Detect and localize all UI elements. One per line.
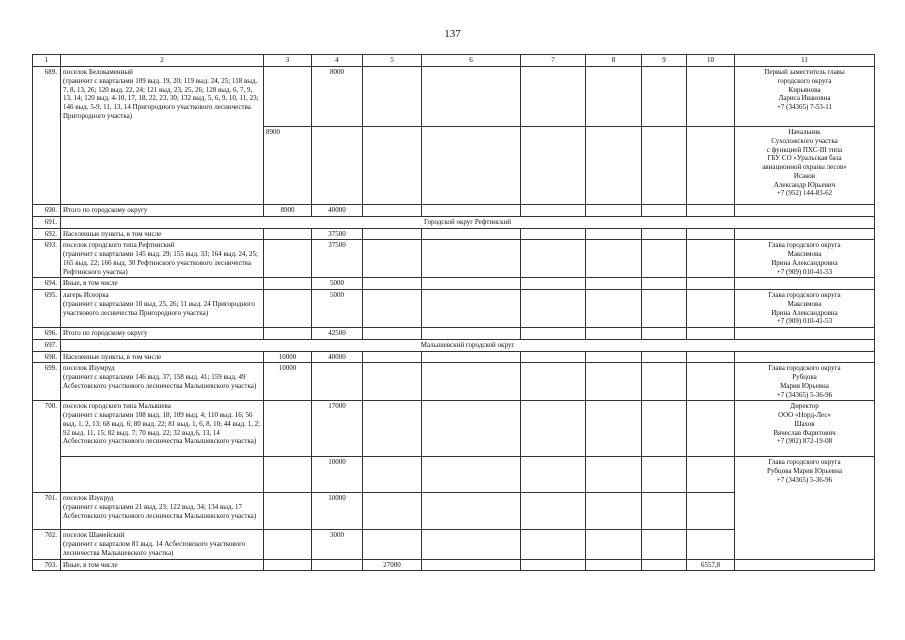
header-cell: 11 <box>735 55 875 67</box>
row-number: 698. <box>33 351 61 363</box>
row-number: 696. <box>33 328 61 340</box>
row-number: 694. <box>33 278 61 290</box>
header-cell: 9 <box>642 55 687 67</box>
area-value: 8900 <box>264 205 312 217</box>
row-number: 691. <box>33 216 61 228</box>
header-cell: 1 <box>33 55 61 67</box>
table-row <box>33 339 875 351</box>
settlement-name: Итого по городскому округу <box>61 328 264 340</box>
settlement-name: поселок Изумруд (граничит с кварталами 146 выд. 37; 158 выд. 41; 159 выд. 49 Асбестовского участкового лесничества Малышевского участка) <box>61 363 264 401</box>
forest-fire-table <box>32 54 875 571</box>
table-row <box>33 351 875 363</box>
header-cell: 8 <box>586 55 642 67</box>
settlement-name: Населенные пункты, в том числе <box>61 228 264 240</box>
row-number: 692. <box>33 228 61 240</box>
table-row <box>33 228 875 240</box>
area-value: 8000 <box>312 67 363 127</box>
settlement-name: поселок городского типа Рефтинский (граничит с кварталами 145 выд. 29; 155 выд. 33; 164 выд. 24, 25; 165 выд. 22; 166 выд. 30 Рефтинского участкового лесничества Рефтинского участка) <box>61 240 264 278</box>
area-value: 42500 <box>312 328 363 340</box>
table-row <box>33 401 875 457</box>
responsible-person: Глава городского округа Рубцова Мария Юрьевна +7 (34365) 5-36-96 <box>735 457 875 559</box>
settlement-name: Итого по городскому округу <box>61 205 264 217</box>
settlement-name: лагерь Исеорка (граничит с кварталами 10 выд. 25, 26; 11 выд. 24 Пригородного участкового лесничества Пригородного участка) <box>61 290 264 328</box>
header-cell: 7 <box>521 55 586 67</box>
responsible-person: Глава городского округа Рубцова Мария Юрьевна +7 (34365) 5-36-96 <box>735 363 875 401</box>
area-value: 3000 <box>312 530 363 559</box>
row-number: 693. <box>33 240 61 278</box>
area-value: 17000 <box>312 401 363 457</box>
row-number: 690. <box>33 205 61 217</box>
table-row <box>33 240 875 278</box>
table-row <box>33 278 875 290</box>
header-cell: 3 <box>264 55 312 67</box>
area-value: 37500 <box>312 240 363 278</box>
header-cell: 2 <box>61 55 264 67</box>
table-row <box>33 559 875 571</box>
settlement-name: Населенные пункты, в том числе <box>61 351 264 363</box>
table-row <box>33 457 875 493</box>
area-value: 10000 <box>312 493 363 530</box>
row-number: 701. <box>33 493 61 530</box>
header-row <box>33 55 875 67</box>
table-row <box>33 216 875 228</box>
table-row <box>33 67 875 127</box>
row-number: 695. <box>33 290 61 328</box>
area-value: 5000 <box>312 278 363 290</box>
settlement-name: поселок Шамейский (граничит с кварталом 81 выд. 14 Асбестовского участкового лесничества Малышевского участка) <box>61 530 264 559</box>
header-cell: 6 <box>422 55 521 67</box>
table-row <box>33 290 875 328</box>
row-number: 699. <box>33 363 61 401</box>
table-row <box>33 363 875 401</box>
area-value: 40000 <box>312 205 363 217</box>
page-number: 137 <box>444 28 461 40</box>
settlement-name: поселок городского типа Малышева (граничит с кварталами 108 выд. 18; 109 выд. 4; 110 выд. 16; 56 выд. 1, 2, 13; 68 выд. 6; 80 выд. 22; 81 выд. 1, 6, 8, 10; 44 выд. 1, 2; 92 выд. 11, 15; 82 выд. 7; 70 выд. 22; 32 выд.6, 13, 14 Асбестовского участкового лесничества Малышевского участка) <box>61 401 264 457</box>
responsible-person: Первый заместитель главы городского округа Кирьянова Лариса Ивановна +7 (34365) 7-53-11 <box>735 67 875 127</box>
area-value: 10000 <box>264 351 312 363</box>
district-title: Малышевский городской округ <box>61 339 875 351</box>
responsible-person: Директор ООО «Норд-Лес» Шахов Вячеслав Фаритович +7 (902) 872-19-08 <box>735 401 875 457</box>
header-cell: 4 <box>312 55 363 67</box>
settlement-name: Иные, в том числе <box>61 278 264 290</box>
header-cell: 5 <box>363 55 422 67</box>
table-row <box>33 205 875 217</box>
row-number: 703. <box>33 559 61 571</box>
area-value: 40000 <box>312 351 363 363</box>
area-value: 5000 <box>312 290 363 328</box>
area-value: 27000 <box>363 559 422 571</box>
row-number: 700. <box>33 401 61 493</box>
area-value: 6557,8 <box>687 559 735 571</box>
row-number: 697. <box>33 339 61 351</box>
responsible-person: Глава городского округа Максимова Ирина Александровна +7 (909) 010-41-53 <box>735 290 875 328</box>
responsible-person: Глава городского округа Максимова Ирина Александровна +7 (909) 010-41-53 <box>735 240 875 278</box>
settlement-name: Иные, в том числе <box>61 559 264 571</box>
district-title: Городской округ Рефтинский <box>61 216 875 228</box>
header-cell: 10 <box>687 55 735 67</box>
area-value: 10000 <box>264 363 312 401</box>
area-value: 37500 <box>312 228 363 240</box>
settlement-name: поселок Белокаменный (граничит с кварталами 109 выд. 19, 20; 119 выд. 24, 25; 118 выд. 7, 8, 13, 26; 120 выд. 22, 24; 121 выд. 23, 25, 26; 128 выд. 6, 7, 9, 13, 14; 120 выд. 4-10, 17, 18, 22, 23, 30; 132 выд. 5, 6, 9, 10, 11, 23; 146 выд. 5-9, 11, 13, 14 Пригородного участкового лесничества Пригородного участка) <box>61 67 264 205</box>
row-number: 702. <box>33 530 61 559</box>
responsible-person: Начальник Сухоложского участка с функцией ПХС-III типа ГБУ СО «Уральская база авиационной охраны лесов» Исаков Александр Юрьевич +7 (952) 144-83-62 <box>735 127 875 205</box>
area-value: 10000 <box>312 457 363 493</box>
table-row <box>33 328 875 340</box>
area-value: 8900 <box>264 127 312 205</box>
settlement-name: поселок Изукруд (граничит с кварталами 21 выд. 23; 122 выд. 34; 134 выд. 17 Асбестовского участкового лесничества Малышевского участка) <box>61 493 264 530</box>
row-number: 689. <box>33 67 61 205</box>
